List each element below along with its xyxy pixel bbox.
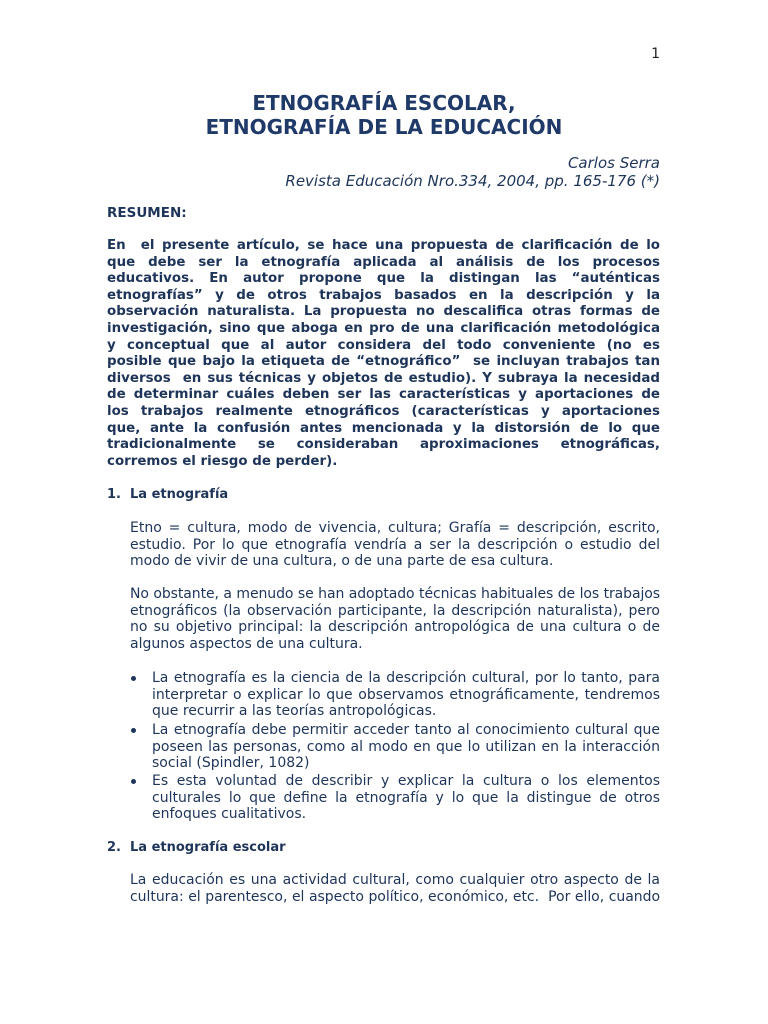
abstract-line: investigación, sino que aboga en pro de una clarificación metodológica — [107, 320, 660, 336]
abstract-line: diversos en sus técnicas y objetos de estudio). Y subraya la necesidad — [107, 370, 660, 386]
bullet-line: enfoques cualitativos. — [152, 806, 307, 823]
abstract — [107, 238, 660, 470]
paragraph-line: etnográficos (la observación participante, la descripción naturalista), pero — [130, 602, 660, 619]
bullet-item — [130, 670, 660, 720]
bullet-icon — [131, 779, 136, 784]
bullet-line: La etnografía debe permitir acceder tanto al conocimiento cultural que — [152, 722, 660, 738]
paragraph-line: Etno = cultura, modo de vivencia, cultura; Grafía = descripción, escrito, — [130, 520, 660, 536]
document-title — [0, 91, 768, 139]
paragraph — [130, 586, 660, 652]
bullet-line: La etnografía es la ciencia de la descripción cultural, por lo tanto, para — [152, 670, 660, 686]
abstract-line: de determinar cuáles deben ser las características y aportaciones de — [107, 387, 660, 403]
abstract-line: En el presente artículo, se hace una propuesta de clarificación de lo — [107, 238, 660, 253]
abstract-line: etnografías” y de otros trabajos basados en la descripción y la — [107, 287, 660, 303]
abstract-line: tradicionalmente se consideraban aproximaciones etnográficas, — [107, 437, 660, 453]
bullet-line: interpretar o explicar lo que observamos etnográficamente, tendremos — [152, 686, 660, 703]
section-heading — [107, 486, 228, 503]
paragraph-line: estudio. Por lo que etnografía vendría a ser la descripción o estudio del — [130, 536, 660, 553]
abstract-line: y conceptual que al autor considera del todo conveniente (no es — [107, 337, 660, 353]
bullet-item — [130, 722, 660, 772]
bullet-line: culturales lo que define la etnografía y lo que la distingue de otros — [152, 789, 660, 806]
paragraph-line: La educación es una actividad cultural, como cualquier otro aspecto de la — [130, 872, 660, 888]
section-number: 1. — [107, 487, 121, 502]
paragraph-line: No obstante, a menudo se han adoptado técnicas habituales de los trabajos — [130, 586, 660, 602]
abstract-line: que, ante la confusión antes mencionada y la distorsión de lo que — [107, 420, 660, 436]
paragraph — [130, 872, 660, 905]
bullet-icon — [131, 728, 136, 733]
abstract-line: los trabajos realmente etnográficos (características y aportaciones — [107, 403, 660, 419]
section-heading — [107, 839, 286, 856]
abstract-line: que debe ser la etnografía aplicada al análisis de los procesos — [107, 254, 660, 270]
section-title: La etnografía — [130, 487, 229, 502]
section-title: La etnografía escolar — [130, 840, 286, 855]
bullet-line: Es esta voluntad de describir y explicar la cultura o los elementos — [152, 773, 660, 789]
section-number: 2. — [107, 840, 121, 855]
title-line: ETNOGRAFÍA DE LA EDUCACIÓN — [205, 115, 563, 139]
abstract-line: posible que bajo la etiqueta de “etnográfico” se incluyan trabajos tan — [107, 354, 660, 370]
abstract-label: RESUMEN: — [107, 205, 187, 221]
paragraph — [130, 520, 660, 570]
abstract-line: corremos el riesgo de perder). — [107, 453, 338, 469]
paragraph-line: modo de vivir de una cultura, o de una parte de esa cultura. — [130, 553, 554, 570]
paragraph-line: cultura: el parentesco, el aspecto político, económico, etc. Por ello, cuando — [130, 888, 660, 905]
bullet-line: que recurrir a las teorías antropológicas. — [152, 703, 437, 720]
bullet-item — [130, 773, 660, 823]
source-citation: Revista Educación Nro.334, 2004, pp. 165-176 (*) — [285, 172, 660, 190]
bullet-list — [130, 670, 660, 830]
author-name: Carlos Serra — [567, 154, 660, 172]
bullet-line: poseen las personas, como al modo en que lo utilizan en la interacción — [152, 738, 660, 755]
bullet-line: social (Spindler, 1082) — [152, 755, 310, 772]
paragraph-line: no su objetivo principal: la descripción antropológica de una cultura o de — [130, 619, 660, 636]
abstract-line: observación naturalista. La propuesta no descalifica otras formas de — [107, 304, 660, 320]
byline — [285, 154, 660, 190]
paragraph-line: algunos aspectos de una cultura. — [130, 635, 363, 652]
page-number: 1 — [651, 46, 660, 62]
bullet-icon — [131, 676, 136, 681]
title-line: ETNOGRAFÍA ESCOLAR, — [252, 91, 516, 115]
abstract-line: educativos. En autor propone que la distingan las “auténticas — [107, 271, 660, 287]
